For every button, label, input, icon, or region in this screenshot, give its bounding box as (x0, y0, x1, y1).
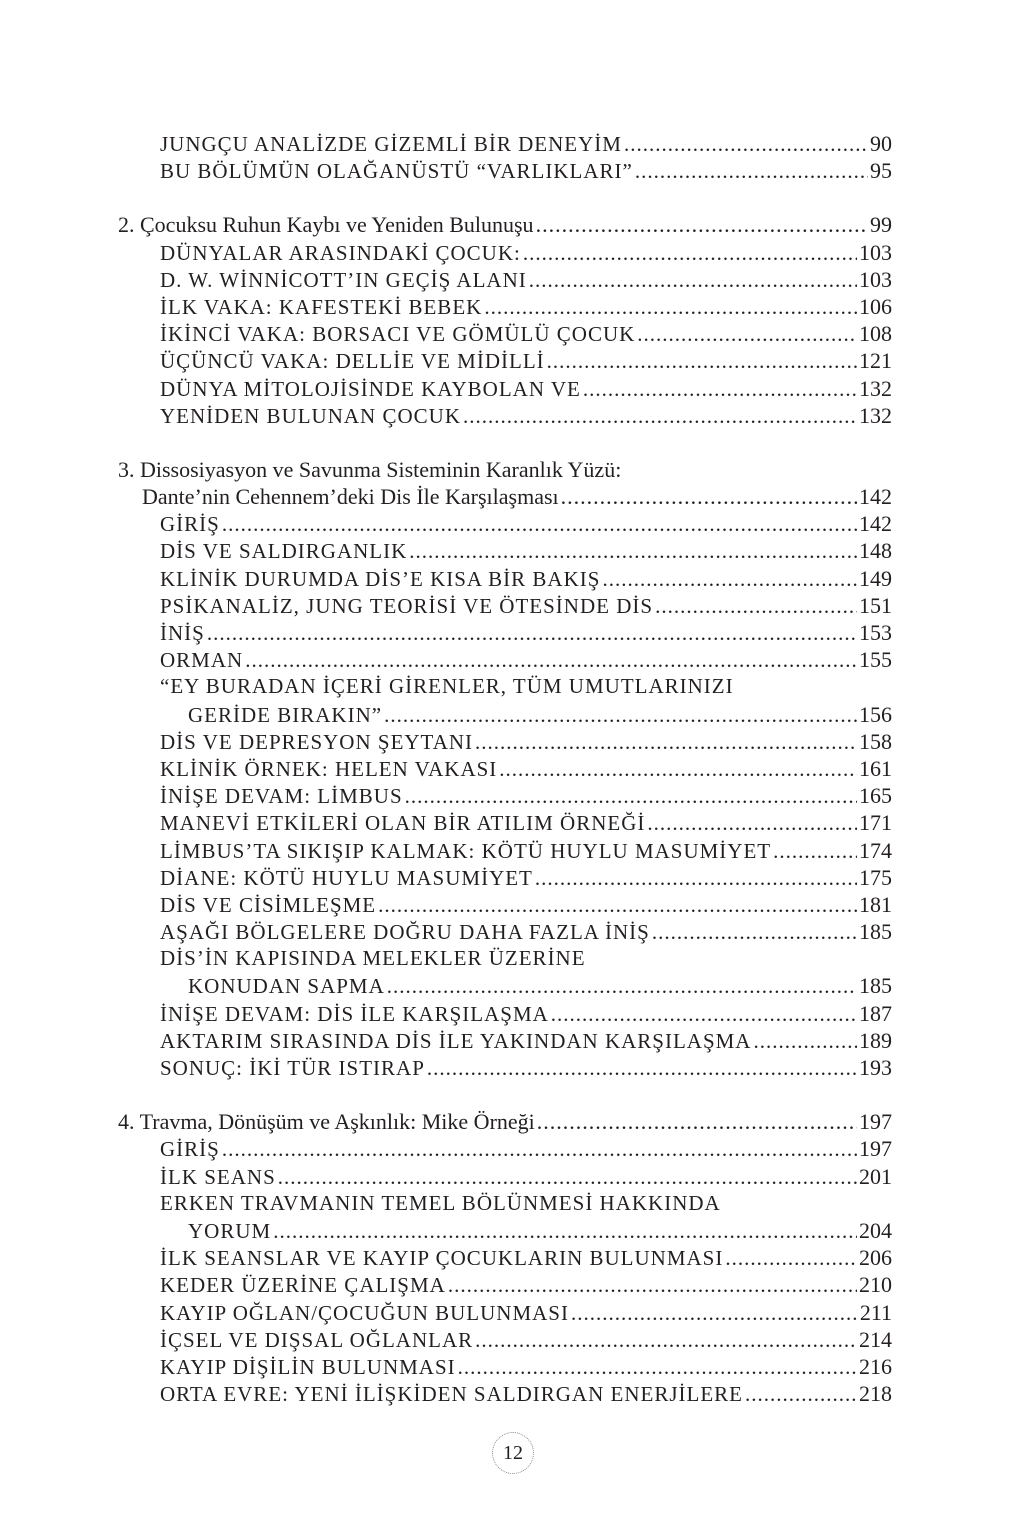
toc-entry-page: 151 (859, 592, 892, 618)
toc-section (118, 755, 892, 782)
dot-leader (536, 211, 868, 238)
dot-leader (635, 158, 868, 185)
toc-entry-title: İNİŞE DEVAM: LİMBUS (160, 784, 403, 809)
toc-section (118, 782, 892, 809)
toc-entry-page: 197 (859, 1136, 892, 1162)
toc-entry-title: DÜNYALAR ARASINDAKİ ÇOCUK: (160, 240, 521, 265)
dot-leader (222, 511, 857, 538)
toc-entry-title: 4. Travma, Dönüşüm ve Aşkınlık: Mike Örneği (118, 1109, 535, 1135)
toc-entry-title: DİS VE CİSİMLEŞME (160, 892, 377, 917)
toc-entry-title: KONUDAN SAPMA (188, 974, 385, 999)
dot-leader (245, 647, 857, 674)
toc-entry-title: İNİŞE DEVAM: DİS İLE KARŞILAŞMA (160, 1001, 549, 1026)
toc-entry-page: 153 (859, 620, 892, 645)
toc-entry-page: 181 (859, 891, 892, 917)
dot-leader (387, 973, 857, 1000)
dot-leader (753, 1028, 857, 1055)
toc-entry-page: 210 (859, 1272, 892, 1298)
toc-section (118, 320, 892, 347)
toc-entry-title: İLK SEANS (160, 1164, 276, 1189)
toc-section (118, 945, 892, 972)
toc-entry-page: 108 (859, 321, 892, 347)
toc-section (118, 157, 892, 184)
toc-section (118, 1054, 892, 1081)
toc-section-continued (118, 1217, 892, 1244)
toc-entry-page: 132 (859, 402, 892, 428)
toc-entry-title: DİANE: KÖTÜ HUYLU MASUMİYET (160, 865, 533, 890)
dot-leader (773, 838, 857, 865)
toc-entry-page: 149 (859, 565, 892, 591)
toc-section (118, 673, 892, 700)
toc-section (118, 510, 892, 537)
toc-section (118, 239, 892, 266)
toc-entry-page: 204 (859, 1217, 892, 1243)
table-of-contents (118, 130, 892, 1407)
toc-entry-page: 197 (859, 1109, 892, 1135)
dot-leader (535, 865, 857, 892)
dot-leader (624, 131, 868, 158)
toc-entry-title: YENİDEN BULUNAN ÇOCUK (160, 403, 461, 428)
dot-leader (273, 1218, 857, 1245)
dot-leader (571, 1300, 858, 1327)
dot-leader (637, 321, 857, 348)
toc-entry-title: AKTARIM SIRASINDA DİS İLE YAKINDAN KARŞILAŞMA (160, 1028, 752, 1053)
dot-leader (427, 1055, 857, 1082)
toc-entry-title: İÇSEL VE DIŞSAL OĞLANLAR (160, 1327, 474, 1352)
toc-entry-title: BU BÖLÜMÜN OLAĞANÜSTÜ “VARLIKLARI” (160, 159, 633, 184)
toc-section (118, 1380, 892, 1407)
toc-section (118, 1271, 892, 1298)
toc-entry-page: 103 (859, 239, 892, 265)
toc-entry-title: İNİŞ (160, 621, 205, 645)
toc-entry-title: İLK VAKA: KAFESTEKİ BEBEK (160, 294, 483, 319)
toc-entry-title: Dante’nin Cehennem’deki Dis İle Karşılaşması (142, 484, 559, 510)
toc-entry-page: 165 (859, 783, 892, 809)
dot-leader (655, 593, 857, 620)
dot-leader (529, 267, 857, 294)
toc-entry-title: JUNGÇU ANALİZDE GİZEMLİ BİR DENEYİM (160, 132, 622, 156)
toc-entry-title: KAYIP DİŞİLİN BULUNMASI (160, 1354, 456, 1379)
toc-entry-title: AŞAĞI BÖLGELERE DOĞRU DAHA FAZLA İNİŞ (160, 920, 650, 945)
toc-section (118, 1326, 892, 1353)
toc-entry-page: 211 (859, 1299, 892, 1325)
toc-entry-page: 158 (859, 728, 892, 754)
toc-section (118, 1000, 892, 1027)
toc-section (118, 537, 892, 564)
dot-leader (484, 294, 857, 321)
toc-chapter (118, 1108, 892, 1135)
dot-leader (463, 403, 857, 430)
toc-entry-title: D. W. WİNNİCOTT’IN GEÇİŞ ALANI (160, 267, 527, 292)
toc-entry-page: 175 (859, 864, 892, 890)
toc-section (118, 592, 892, 619)
toc-entry-title: LİMBUS’TA SIKIŞIP KALMAK: KÖTÜ HUYLU MASUMİYET (160, 838, 772, 863)
dot-leader (378, 892, 857, 919)
toc-entry-page: 171 (859, 810, 892, 836)
toc-entry-title: ORTA EVRE: YENİ İLİŞKİDEN SALDIRGAN ENERJİLERE (160, 1382, 743, 1407)
toc-section (118, 918, 892, 945)
toc-entry-page: 90 (870, 131, 892, 156)
dot-leader (458, 1354, 857, 1381)
dot-leader (583, 376, 857, 403)
toc-entry-page: 132 (859, 375, 892, 401)
dot-leader (523, 240, 857, 267)
toc-entry-title: İKİNCİ VAKA: BORSACI VE GÖMÜLÜ ÇOCUK (160, 322, 636, 347)
dot-leader (652, 919, 857, 946)
toc-entry-page: 189 (859, 1027, 892, 1053)
toc-entry-page: 161 (859, 755, 892, 781)
toc-entry-title: DÜNYA MİTOLOJİSİNDE KAYBOLAN VE (160, 376, 581, 401)
toc-entry-page: 148 (859, 538, 892, 564)
toc-section (118, 402, 892, 429)
toc-section (118, 1163, 892, 1190)
toc-entry-title: MANEVİ ETKİLERİ OLAN BİR ATILIM ÖRNEĞİ (160, 811, 646, 836)
toc-section (118, 565, 892, 592)
toc-entry-title: DİS VE SALDIRGANLIK (160, 539, 408, 564)
page-number (492, 1432, 534, 1474)
toc-section (118, 266, 892, 293)
toc-entry-page: 201 (859, 1163, 892, 1189)
dot-leader (647, 810, 857, 837)
toc-entry-title: “EY BURADAN İÇERİ GİRENLER, TÜM UMUTLARINIZI (160, 674, 734, 699)
dot-leader (448, 1272, 857, 1299)
toc-entry-title: SONUÇ: İKİ TÜR ISTIRAP (160, 1056, 425, 1080)
toc-entry-title: KLİNİK ÖRNEK: HELEN VAKASI (160, 756, 498, 781)
toc-section (118, 809, 892, 836)
toc-entry-title: KEDER ÜZERİNE ÇALIŞMA (160, 1273, 446, 1298)
toc-section (118, 728, 892, 755)
toc-section (118, 375, 892, 402)
toc-section (118, 864, 892, 891)
dot-leader (547, 348, 857, 375)
dot-leader (409, 538, 857, 565)
dot-leader (405, 783, 857, 810)
toc-entry-title: DİS VE DEPRESYON ŞEYTANI (160, 729, 474, 754)
dot-leader (561, 483, 857, 510)
toc-section (118, 1299, 892, 1326)
toc-entry-title: GİRİŞ (160, 512, 220, 537)
toc-entry-page: 216 (859, 1353, 892, 1379)
dot-leader (207, 620, 857, 647)
dot-leader (475, 729, 857, 756)
toc-entry-page: 99 (870, 212, 892, 238)
toc-entry-page: 156 (859, 701, 892, 727)
dot-leader (222, 1136, 857, 1163)
toc-section (118, 619, 892, 646)
toc-entry-page: 214 (859, 1326, 892, 1352)
dot-leader (602, 566, 857, 593)
toc-entry-page: 174 (859, 837, 892, 863)
toc-entry-page: 185 (859, 919, 892, 945)
toc-entry-title: 3. Dissosiyasyon ve Savunma Sisteminin Karanlık Yüzü: (118, 456, 622, 482)
toc-section (118, 293, 892, 320)
dot-leader (499, 756, 857, 783)
section-gap (118, 184, 892, 211)
toc-section (118, 1135, 892, 1162)
dot-leader (384, 702, 857, 729)
toc-chapter (118, 456, 892, 483)
dot-leader (745, 1381, 857, 1408)
toc-entry-page: 187 (859, 1000, 892, 1026)
dot-leader (475, 1327, 857, 1354)
toc-entry-page: 206 (859, 1245, 892, 1271)
toc-entry-page: 142 (859, 484, 892, 510)
toc-section-continued (118, 972, 892, 999)
toc-section (118, 347, 892, 374)
toc-entry-title: YORUM (188, 1218, 272, 1243)
toc-entry-page: 142 (859, 511, 892, 537)
toc-entry-page: 106 (859, 293, 892, 319)
page-number-label: 12 (503, 1441, 523, 1464)
toc-entry-title: KAYIP OĞLAN/ÇOCUĞUN BULUNMASI (160, 1300, 569, 1325)
toc-entry-title: ERKEN TRAVMANIN TEMEL BÖLÜNMESİ HAKKINDA (160, 1190, 721, 1215)
dot-leader (725, 1245, 857, 1272)
toc-entry-page: 103 (859, 266, 892, 292)
toc-entry-title: ÜÇÜNCÜ VAKA: DELLİE VE MİDİLLİ (160, 349, 545, 374)
toc-entry-page: 185 (859, 973, 892, 999)
toc-entry-page: 155 (859, 647, 892, 673)
toc-entry-title: İLK SEANSLAR VE KAYIP ÇOCUKLARIN BULUNMASI (160, 1246, 724, 1271)
toc-entry-title: DİS’İN KAPISINDA MELEKLER ÜZERİNE (160, 946, 586, 971)
toc-chapter-continued (118, 483, 892, 510)
toc-chapter (118, 211, 892, 238)
toc-entry-title: GİRİŞ (160, 1137, 220, 1162)
toc-section (118, 1190, 892, 1217)
toc-section-continued (118, 701, 892, 728)
toc-section (118, 837, 892, 864)
toc-entry-page: 95 (870, 158, 892, 184)
toc-section (118, 130, 892, 157)
dot-leader (551, 1001, 857, 1028)
toc-entry-page: 218 (859, 1381, 892, 1407)
dot-leader (278, 1164, 857, 1191)
toc-section (118, 1027, 892, 1054)
toc-section (118, 891, 892, 918)
toc-entry-title: ORMAN (160, 648, 244, 673)
section-gap (118, 1081, 892, 1108)
dot-leader (537, 1108, 857, 1135)
toc-entry-title: GERİDE BIRAKIN” (188, 702, 383, 727)
toc-entry-page: 121 (859, 348, 892, 374)
toc-entry-title: KLİNİK DURUMDA DİS’E KISA BİR BAKIŞ (160, 566, 601, 591)
toc-section (118, 646, 892, 673)
toc-entry-title: 2. Çocuksu Ruhun Kaybı ve Yeniden Bulunuşu (118, 212, 534, 238)
toc-entry-page: 193 (859, 1055, 892, 1080)
toc-section (118, 1244, 892, 1271)
section-gap (118, 429, 892, 456)
toc-section (118, 1353, 892, 1380)
toc-entry-title: PSİKANALİZ, JUNG TEORİSİ VE ÖTESİNDE DİS (160, 593, 654, 618)
